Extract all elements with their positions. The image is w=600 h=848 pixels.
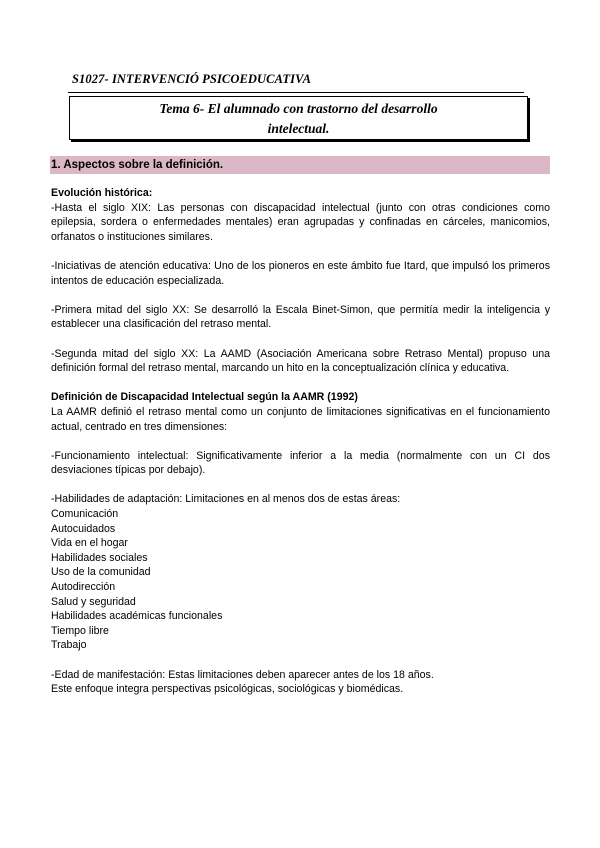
area-item: Trabajo xyxy=(51,639,87,652)
area-item: Comunicación xyxy=(51,508,119,521)
topic-title-line-2: intelectual. xyxy=(267,121,330,136)
topic-title-box xyxy=(69,96,528,140)
area-item: Autocuidados xyxy=(51,522,116,535)
evolucion-paragraph-3: -Primera mitad del siglo XX: Se desarrolló la Escala Binet-Simon, que permitía medir la inteligencia y establecer una clasificación del retraso mental. xyxy=(51,303,550,331)
funcionamiento-intelectual: -Funcionamiento intelectual: Significativamente inferior a la media (normalmente con un CI dos desviaciones típicas por debajo). xyxy=(51,449,550,477)
header-divider xyxy=(68,92,524,93)
course-header: S1027- INTERVENCIÓ PSICOEDUCATIVA xyxy=(72,72,312,86)
area-item: Habilidades sociales xyxy=(51,551,148,564)
topic-title-line-1: Tema 6- El alumnado con trastorno del desarrollo xyxy=(159,101,438,116)
area-item: Autodirección xyxy=(51,581,116,594)
evolucion-heading: Evolución histórica: xyxy=(51,187,153,199)
edad-manifestacion: -Edad de manifestación: Estas limitaciones deben aparecer antes de los 18 años. xyxy=(51,668,434,681)
enfoque-integrador: Este enfoque integra perspectivas psicológicas, sociológicas y biomédicas. xyxy=(51,683,404,696)
definicion-heading: Definición de Discapacidad Intelectual según la AAMR (1992) xyxy=(51,391,358,404)
area-item: Salud y seguridad xyxy=(51,595,136,608)
definicion-intro: La AAMR definió el retraso mental como un conjunto de limitaciones significativas en el funcionamiento actual, centrado en tres dimensiones: xyxy=(51,405,550,433)
area-item: Uso de la comunidad xyxy=(51,566,151,579)
section-title: 1. Aspectos sobre la definición. xyxy=(51,159,224,171)
area-item: Habilidades académicas funcionales xyxy=(51,610,223,623)
area-item: Vida en el hogar xyxy=(51,537,128,550)
evolucion-paragraph-2: -Iniciativas de atención educativa: Uno de los pioneros en este ámbito fue Itard, que impulsó los primeros intentos de educación especializada. xyxy=(51,259,550,287)
area-item: Tiempo libre xyxy=(51,624,109,637)
evolucion-paragraph-4: -Segunda mitad del siglo XX: La AAMD (Asociación Americana sobre Retraso Mental) propuso una definición formal del retraso mental, marcando un hito en la conceptualización clínica y educativa. xyxy=(51,347,550,375)
document-body xyxy=(51,186,550,697)
evolucion-paragraph-1: -Hasta el siglo XIX: Las personas con discapacidad intelectual (junto con otras condiciones como epilepsia, sordera o enfermedades mentales) eran agrupadas y confinadas en cárceles, manicomios, orfanatos o instituciones similares. xyxy=(51,201,550,243)
habilidades-intro: -Habilidades de adaptación: Limitaciones en al menos dos de estas áreas: xyxy=(51,493,401,506)
